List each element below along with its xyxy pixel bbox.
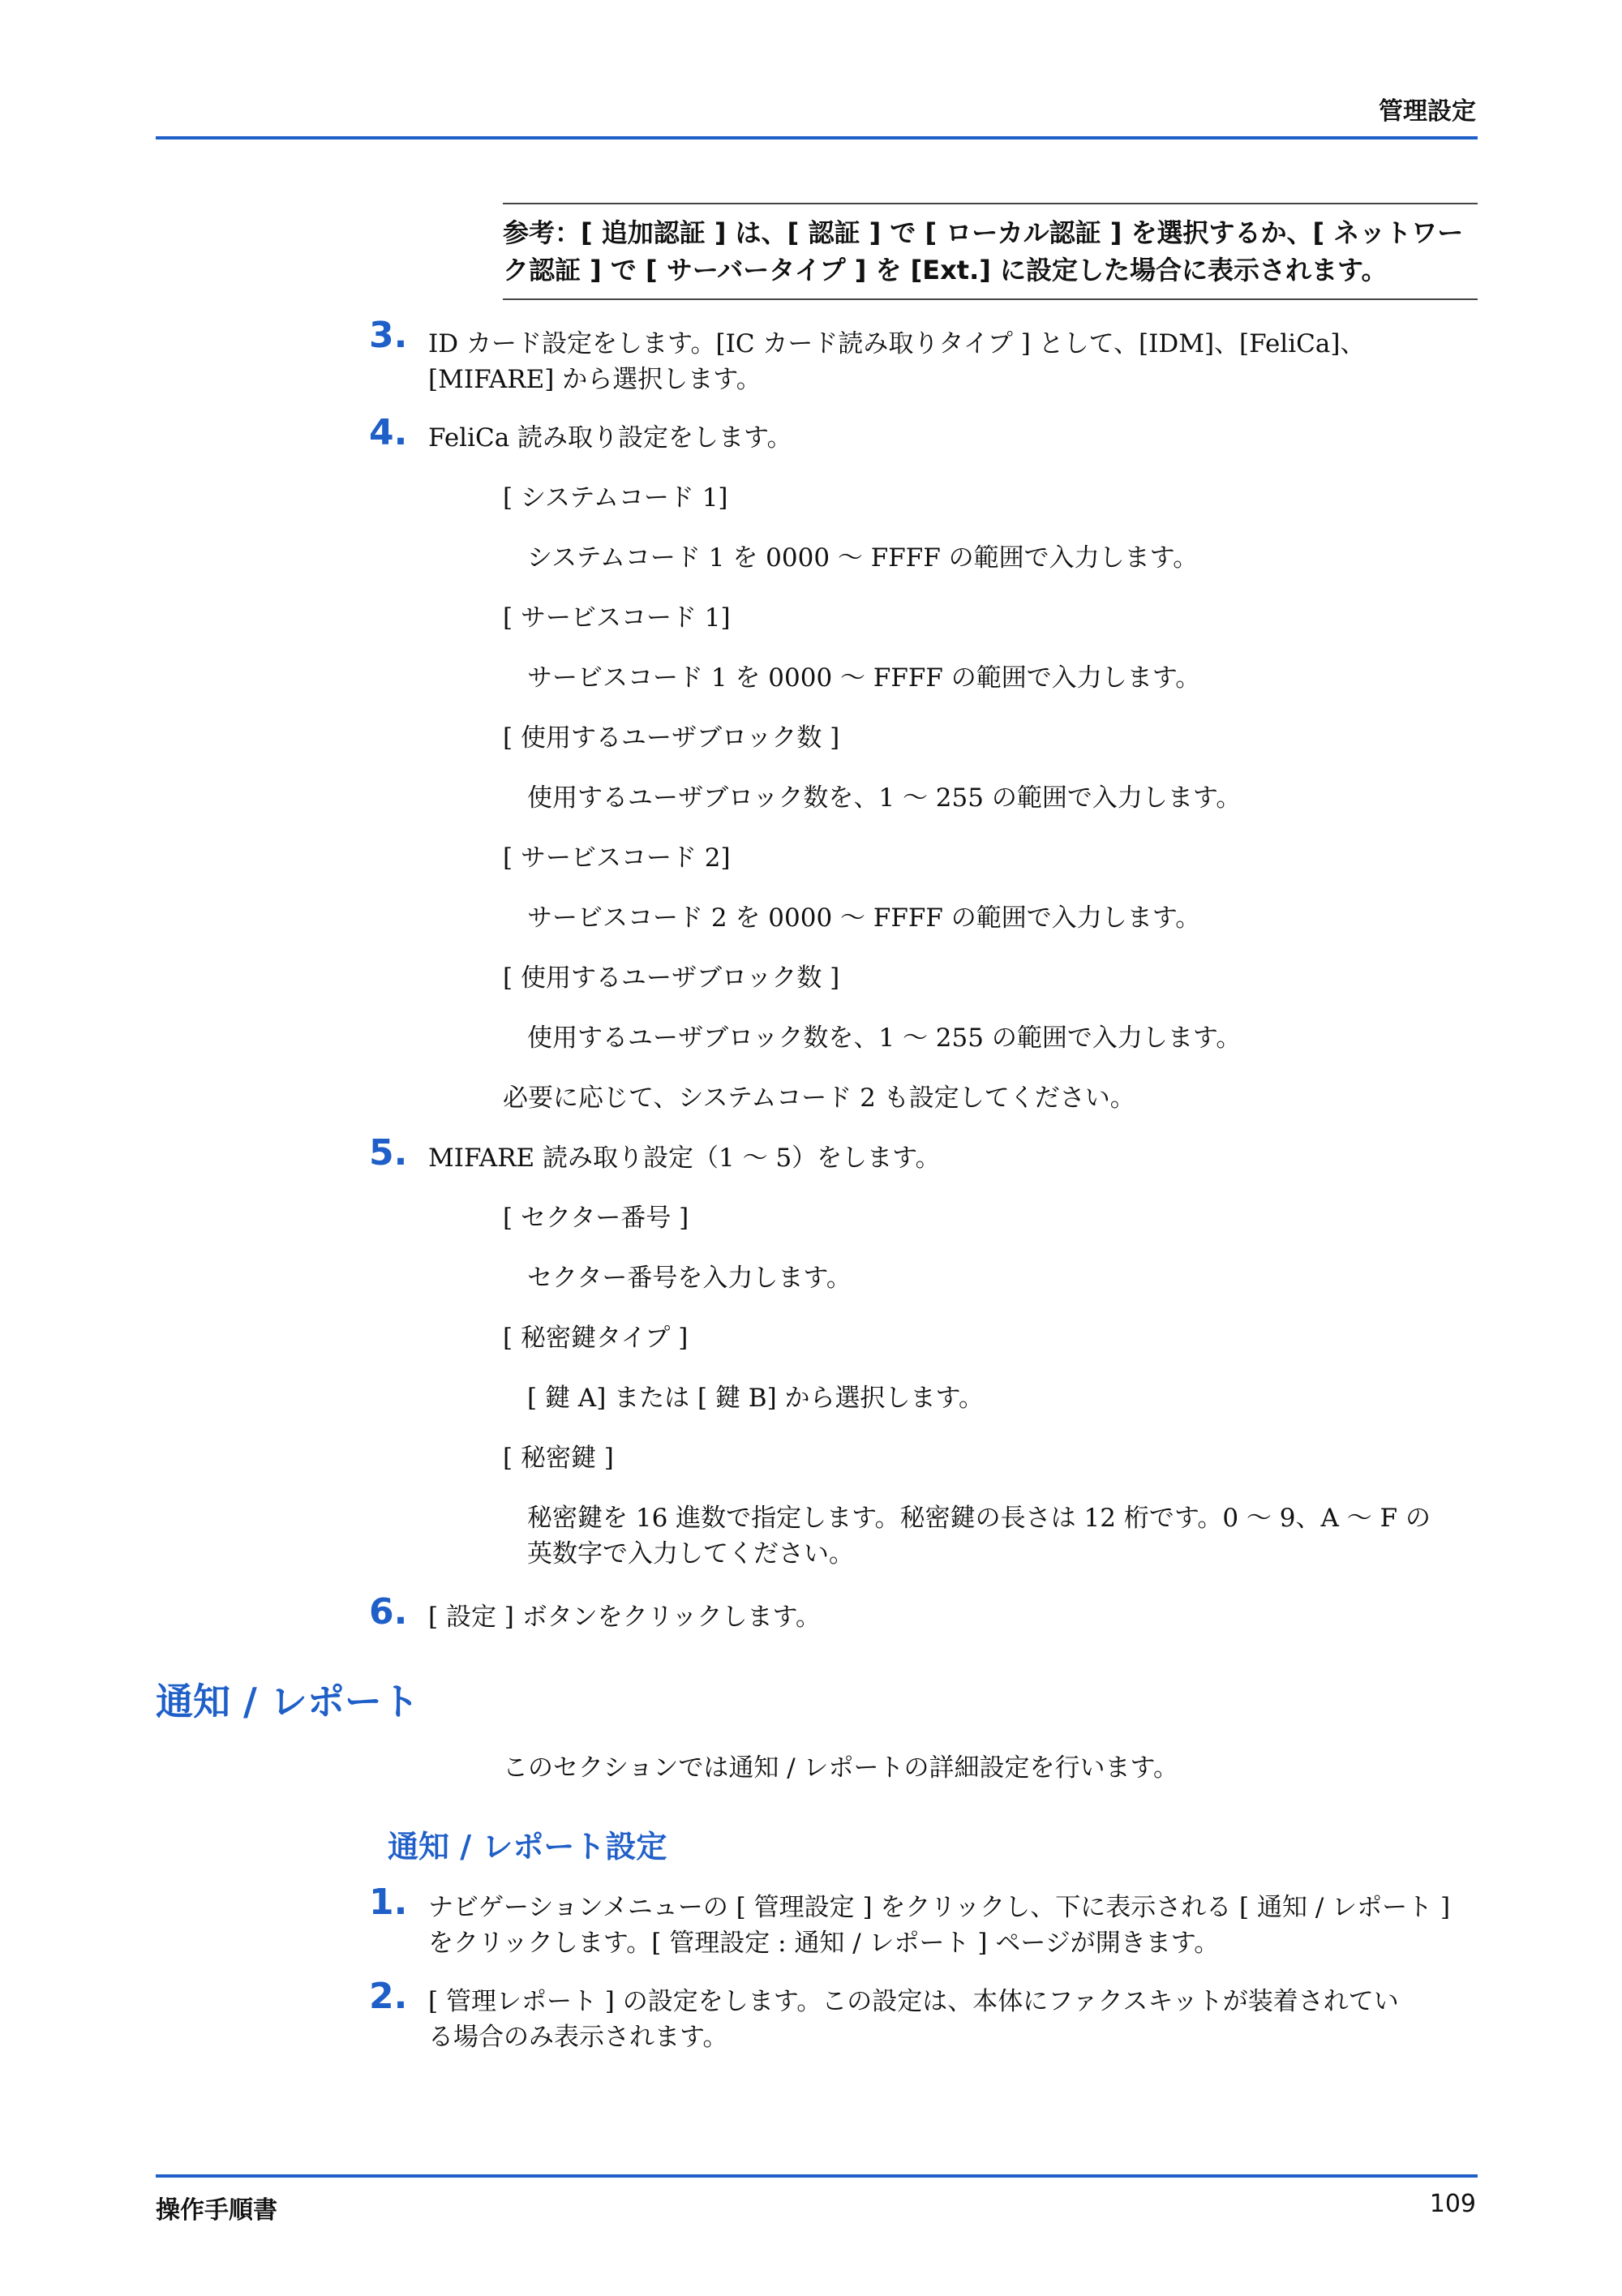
step-line: [MIFARE] から選択します。: [428, 365, 762, 394]
setting-label: [ システムコード 1]: [503, 483, 728, 513]
step-line: る場合のみ表示されます。: [428, 2023, 728, 2052]
step-number: 5.: [369, 1132, 408, 1174]
step-text: [428, 1984, 1474, 2055]
setting-description: システムコード 1 を 0000 ～ FFFF の範囲で入力します。: [527, 543, 1199, 573]
page-number: 109: [1429, 2190, 1476, 2218]
header-divider: [156, 136, 1478, 139]
setting-label: [ 使用するユーザブロック数 ]: [503, 963, 840, 993]
setting-label: [ 秘密鍵 ]: [503, 1444, 614, 1473]
subsection-title: 通知 / レポート設定: [388, 1829, 667, 1865]
step-text: FeliCa 読み取り設定をします。: [428, 423, 792, 453]
step-text: MIFARE 読み取り設定（1 ～ 5）をします。: [428, 1144, 941, 1173]
step-line: ID カード設定をします。[IC カード読み取りタイプ ] として、[IDM]、[FeliCa]、: [428, 329, 1366, 358]
step-number: 2.: [369, 1976, 408, 2017]
step-line: [ 管理レポート ] の設定をします。この設定は、本体にファクスキットが装着されてい: [428, 1987, 1399, 2016]
setting-label: [ 使用するユーザブロック数 ]: [503, 723, 840, 753]
felica-note: 必要に応じて、システムコード 2 も設定してください。: [503, 1084, 1135, 1113]
setting-description: [527, 1500, 1476, 1572]
setting-description-line: 秘密鍵を 16 進数で指定します。秘密鍵の長さは 12 桁です。0 ～ 9、A ～ F の: [527, 1504, 1431, 1533]
setting-label: [ 秘密鍵タイプ ]: [503, 1324, 689, 1353]
setting-label: [ サービスコード 2]: [503, 843, 731, 873]
section-title: 通知 / レポート: [156, 1680, 419, 1723]
note-box: [503, 203, 1478, 300]
setting-description: [ 鍵 A] または [ 鍵 B] から選択します。: [527, 1384, 985, 1413]
footer-title: 操作手順書: [156, 2196, 277, 2225]
setting-description: サービスコード 2 を 0000 ～ FFFF の範囲で入力します。: [527, 903, 1201, 933]
note-text: [503, 214, 1478, 289]
step-number: 3.: [369, 315, 408, 356]
note-line-2: ク認証 ] で [ サーバータイプ ] を [Ext.] に設定した場合に表示されます。: [503, 255, 1388, 285]
setting-label: [ サービスコード 1]: [503, 603, 731, 633]
step-text: [428, 1890, 1474, 1961]
header-title: 管理設定: [1379, 97, 1476, 126]
setting-description: 使用するユーザブロック数を、1 ～ 255 の範囲で入力します。: [527, 1024, 1242, 1053]
setting-description: サービスコード 1 を 0000 ～ FFFF の範囲で入力します。: [527, 663, 1201, 693]
step-text: [ 設定 ] ボタンをクリックします。: [428, 1603, 822, 1632]
step-number: 6.: [369, 1591, 408, 1633]
footer-divider: [156, 2174, 1478, 2178]
section-intro: このセクションでは通知 / レポートの詳細設定を行います。: [503, 1753, 1179, 1783]
step-line: ナビゲーションメニューの [ 管理設定 ] をクリックし、下に表示される [ 通知 / レポート ]: [428, 1893, 1451, 1922]
note-line-1: 参考：[ 追加認証 ] は、[ 認証 ] で [ ローカル認証 ] を選択するか、[ ネットワー: [503, 217, 1464, 248]
setting-description: セクター番号を入力します。: [527, 1264, 852, 1293]
step-number: 4.: [369, 412, 408, 453]
step-line: をクリックします。[ 管理設定 : 通知 / レポート ] ページが開きます。: [428, 1929, 1220, 1958]
step-text: [428, 326, 1474, 397]
step-number: 1.: [369, 1882, 408, 1923]
setting-description-line: 英数字で入力してください。: [527, 1539, 854, 1569]
setting-label: [ セクター番号 ]: [503, 1204, 689, 1233]
setting-description: 使用するユーザブロック数を、1 ～ 255 の範囲で入力します。: [527, 783, 1242, 813]
